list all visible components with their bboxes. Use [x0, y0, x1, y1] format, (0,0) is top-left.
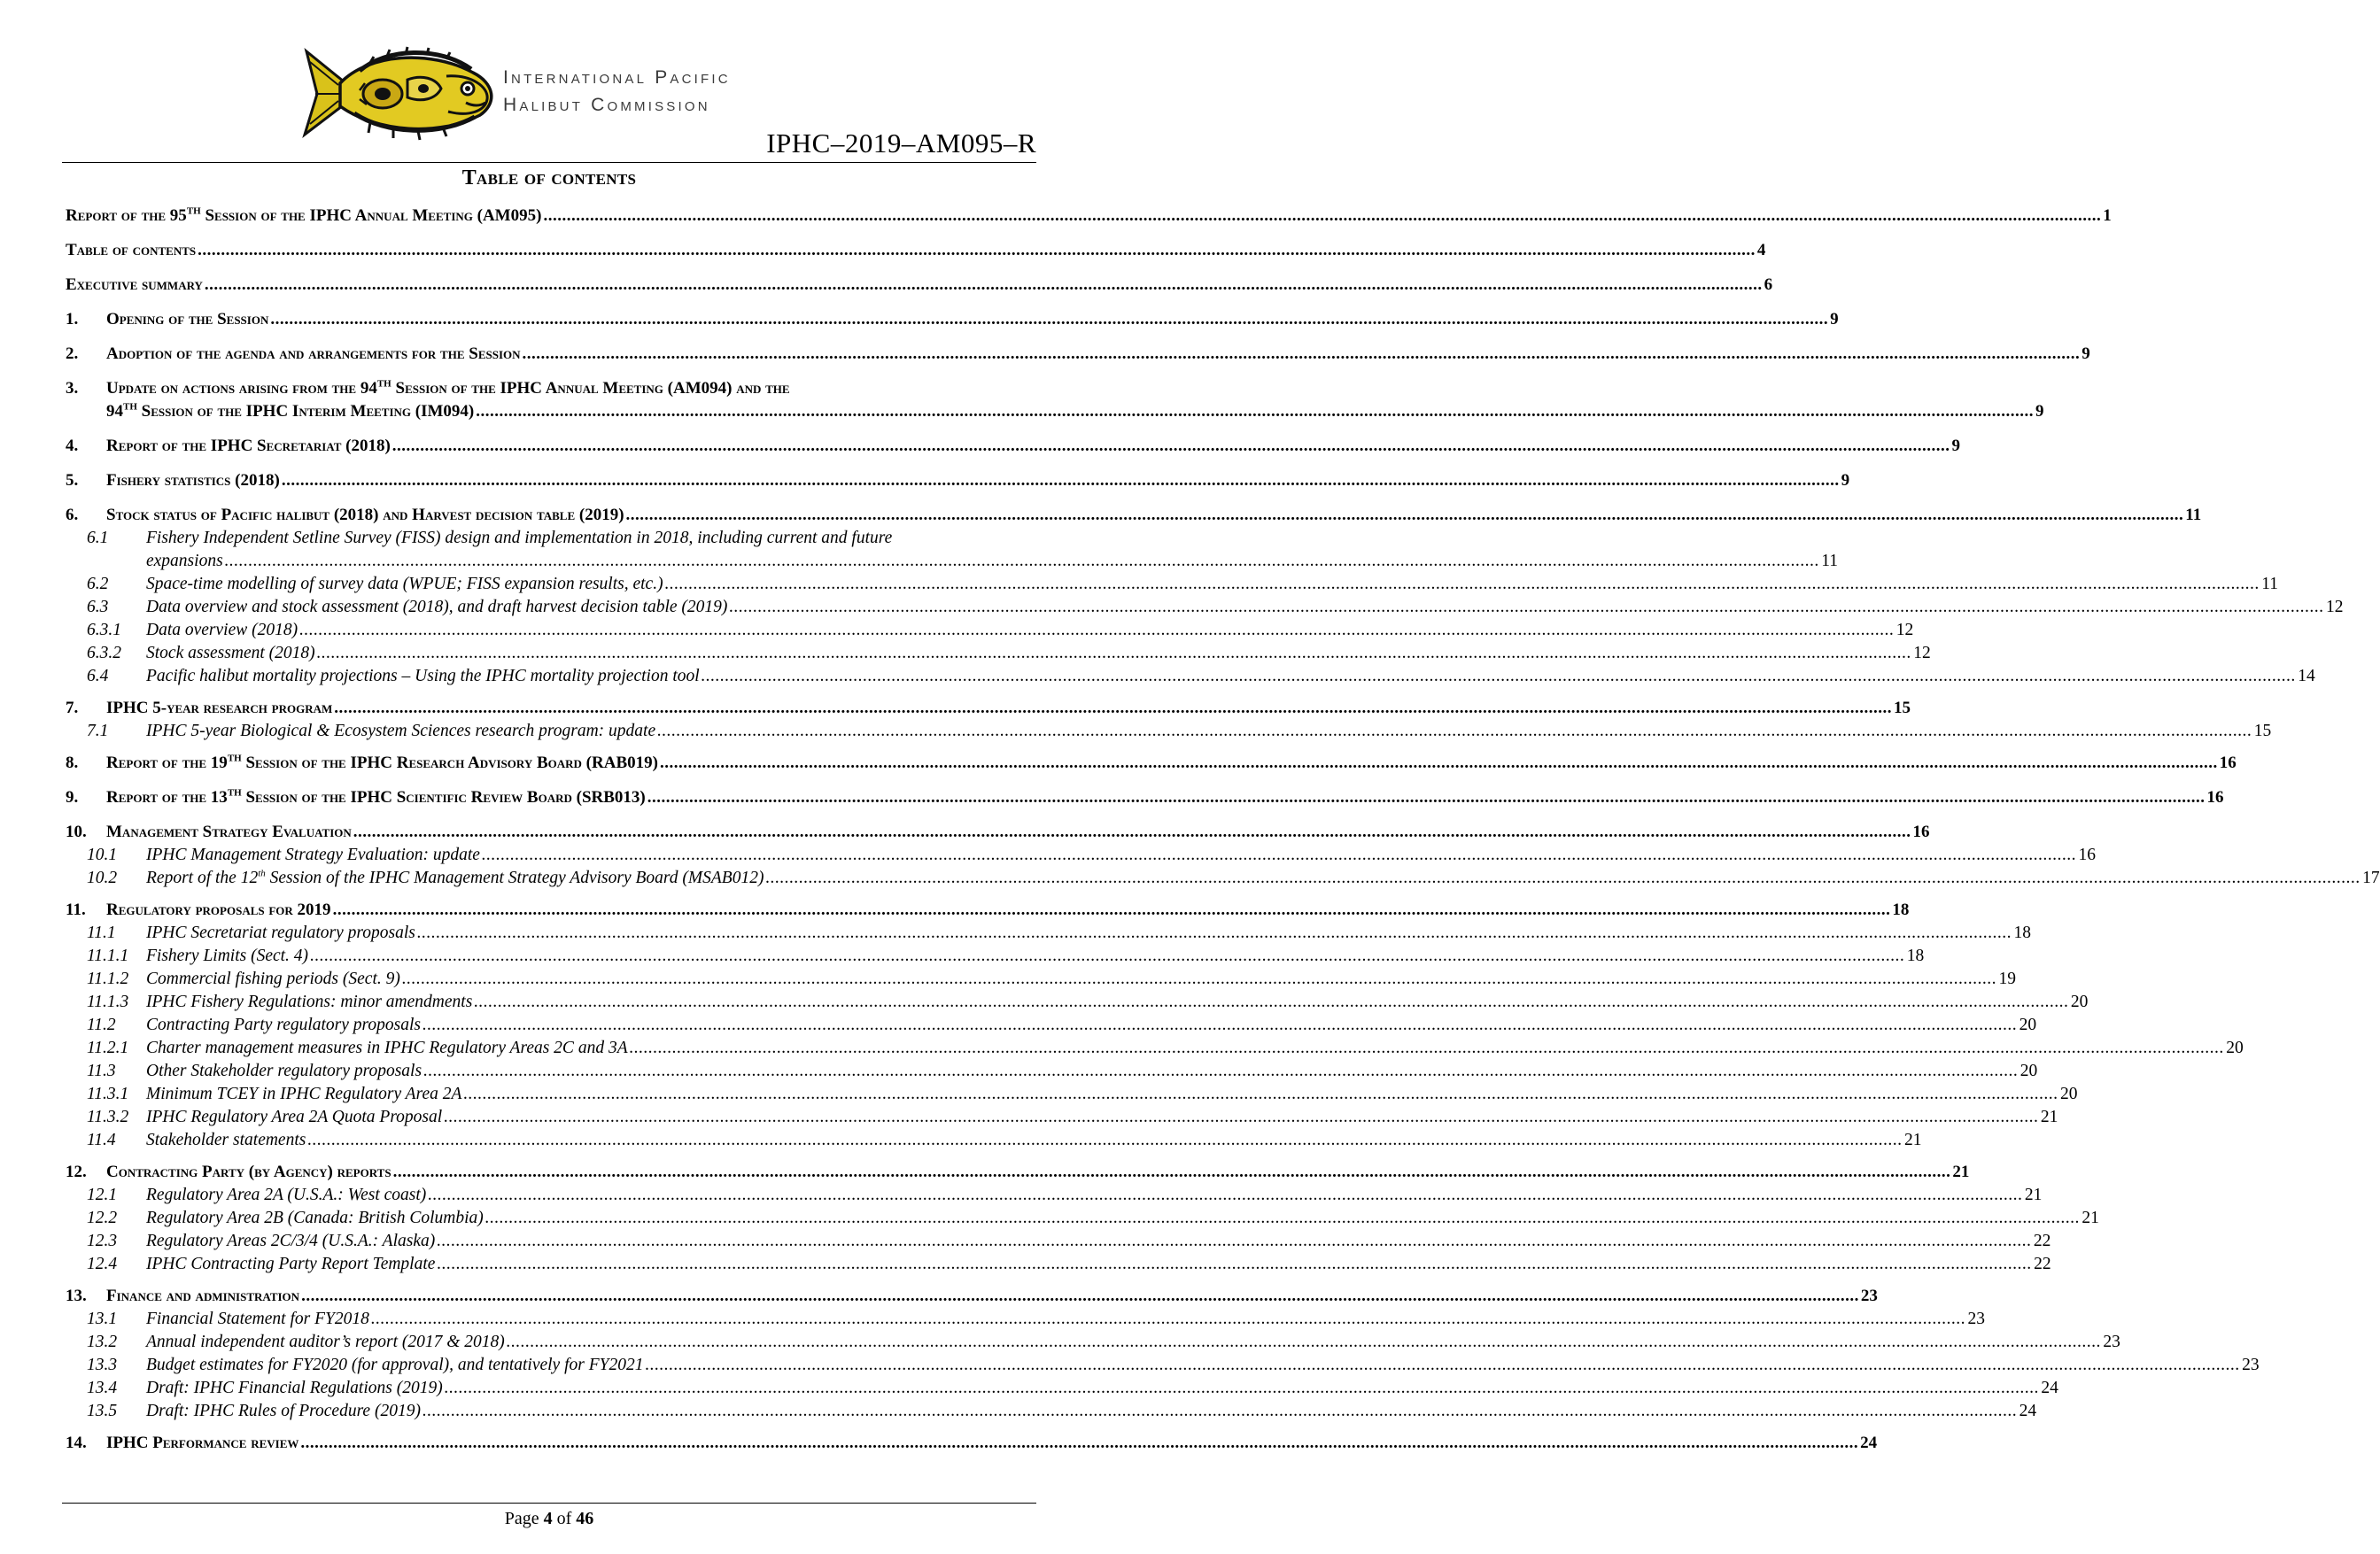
toc-entry-number: 11.1.3 [87, 993, 129, 1011]
toc-entry-11-1-3[interactable] [66, 991, 2089, 1014]
toc-superscript: TH [376, 378, 391, 390]
toc-page-number: 20 [2020, 1062, 2038, 1080]
toc-entry-13-2[interactable] [66, 1331, 2120, 1354]
toc-entry-number: 12.4 [87, 1255, 118, 1273]
toc-entry-number: 11.3 [87, 1062, 116, 1080]
leader-dots [702, 665, 2297, 688]
leader-dots [485, 1207, 2081, 1230]
toc-entry-text: Draft: IPHC Rules of Procedure (2019) [146, 1402, 421, 1420]
toc-entry-text: Report of the IPHC Secretariat (2018) [106, 437, 391, 455]
toc-entry-number: 12.3 [87, 1232, 118, 1250]
toc-entry-text: IPHC Performance review [106, 1434, 299, 1452]
toc-page-number: 21 [2024, 1186, 2043, 1204]
toc-entry-text: IPHC Secretariat regulatory proposals [146, 924, 415, 942]
toc-entry-10[interactable] [66, 821, 1930, 844]
leader-dots [482, 844, 2077, 867]
leader-dots [423, 1060, 2019, 1083]
toc-page-number: 4 [1756, 241, 1766, 259]
total-page-count: 46 [576, 1509, 594, 1528]
toc-page-number: 16 [2219, 754, 2237, 772]
toc-entry-text: Table of contents [66, 241, 197, 259]
toc-entry-number: 10.1 [87, 846, 118, 864]
toc-entry-text: Minimum TCEY in IPHC Regulatory Area 2A [146, 1085, 462, 1103]
toc-page-number: 12 [1895, 621, 1914, 639]
leader-dots [507, 1331, 2102, 1354]
leader-dots [626, 504, 2184, 527]
toc-entry-executive-summary[interactable] [66, 274, 1773, 297]
toc-entry-13-3[interactable] [66, 1354, 2260, 1377]
toc-page-number: 18 [1892, 901, 1910, 919]
leader-dots [333, 899, 1891, 922]
toc-entry-text: IPHC Fishery Regulations: minor amendments [146, 993, 473, 1011]
toc-entry-number: 10.2 [87, 869, 118, 887]
toc-entry-text: Space-time modelling of survey data (WPUE; FISS expansion results, etc.) [146, 575, 663, 593]
toc-entry-text: Adoption of the agenda and arrangements for the Session [106, 344, 521, 363]
toc-entry-text-line1: Fishery Independent Setline Survey (FISS) design and implementation in 2018, including current and future [146, 529, 893, 547]
toc-entry-report[interactable] [66, 205, 2112, 228]
leader-dots [523, 343, 2081, 366]
leader-dots [765, 867, 2361, 890]
toc-entry-number: 11.2.1 [87, 1039, 129, 1057]
leader-dots [474, 991, 2069, 1014]
toc-entry-text: Other Stakeholder regulatory proposals [146, 1062, 423, 1080]
toc-page-number: 24 [2019, 1402, 2037, 1420]
leader-dots [428, 1184, 2023, 1207]
toc-entry-text: Contracting Party (by Agency) reports [106, 1163, 391, 1181]
leader-dots [307, 1129, 1903, 1152]
leader-dots [665, 573, 2260, 596]
toc-entry-text: IPHC 5-year Biological & Ecosystem Sciences research program: update [146, 722, 656, 740]
toc-entry-text: Data overview (2018) [146, 621, 298, 639]
leader-dots [476, 400, 2034, 423]
leader-dots [301, 1285, 1859, 1308]
toc-entry-number: 4. [66, 437, 79, 455]
leader-dots [371, 1308, 1966, 1331]
toc-text-part: Session of the IPHC Scientific Review Board (SRB013) [241, 788, 646, 807]
toc-page-number: 21 [1952, 1163, 1970, 1181]
toc-entry-11-3[interactable] [66, 1060, 2038, 1083]
toc-entry-text: Management Strategy Evaluation [106, 823, 352, 841]
toc-entry-text: IPHC 5-year research program [106, 699, 333, 717]
toc-page-number: 18 [1906, 947, 1925, 965]
toc-text-part: Report of the 13 [106, 788, 228, 807]
toc-entry-number: 3. [66, 379, 79, 398]
toc-entry-number: 11.1.1 [87, 947, 129, 965]
toc-entry-text: Financial Statement for FY2018 [146, 1310, 369, 1328]
toc-entry-number: 12.2 [87, 1209, 118, 1227]
toc-page-number: 16 [1912, 823, 1930, 841]
toc-title: Table of contents [461, 166, 637, 189]
toc-page-number: 22 [2033, 1232, 2051, 1250]
toc-entry-number: 7.1 [87, 722, 109, 740]
toc-entry-number: 2. [66, 344, 79, 363]
toc-entry-number: 11.1 [87, 924, 116, 942]
toc-entry-text: Stock status of Pacific halibut (2018) and Harvest decision table (2019) [106, 506, 624, 524]
toc-entry-12-4[interactable] [66, 1253, 2051, 1276]
toc-entry-number: 11.4 [87, 1131, 116, 1149]
toc-page-number: 24 [1860, 1434, 1878, 1452]
toc-text-part: Report of the 19 [106, 754, 228, 772]
toc-entry-number: 8. [66, 754, 79, 772]
toc-entry-text: Regulatory Area 2B (Canada: British Columbia) [146, 1209, 484, 1227]
toc-entry-1[interactable] [66, 308, 1839, 331]
toc-entry-number: 13.1 [87, 1310, 118, 1328]
toc-entry-text: Data overview and stock assessment (2018), and draft harvest decision table (2019) [146, 598, 728, 616]
toc-entry-text: Stock assessment (2018) [146, 644, 315, 662]
toc-entry-number: 11.3.2 [87, 1108, 129, 1126]
toc-entry-text [106, 786, 646, 809]
toc-page-number: 6 [1764, 275, 1773, 294]
leader-dots [445, 1377, 2040, 1400]
toc-entry-text: Fishery Limits (Sect. 4) [146, 947, 309, 965]
leader-dots [393, 1161, 1951, 1184]
toc-page-number: 16 [2078, 846, 2097, 864]
toc-superscript: TH [186, 205, 201, 217]
toc-page-number: 23 [1860, 1287, 1878, 1305]
toc-entry-number: 13.4 [87, 1379, 118, 1397]
toc-page-number: 23 [2242, 1356, 2260, 1374]
toc-page-number: 21 [1903, 1131, 1922, 1149]
leader-dots [353, 821, 1911, 844]
toc-page-number: 14 [2298, 667, 2315, 685]
footer-prefix: Page [504, 1509, 544, 1528]
leader-dots [310, 945, 1905, 968]
toc-page-number: 11 [2185, 506, 2202, 524]
toc-entry-number: 11.2 [87, 1016, 116, 1034]
footer-rule [62, 1503, 1036, 1504]
leader-dots [270, 308, 1828, 331]
leader-dots [729, 596, 2324, 619]
document-id: IPHC–2019–AM095–R [766, 128, 1036, 158]
toc-entry-text: Charter management measures in IPHC Regulatory Areas 2C and 3A [146, 1039, 628, 1057]
toc-entry-number: 13.5 [87, 1402, 118, 1420]
organization-name [503, 64, 731, 119]
toc-entry-text: Pacific halibut mortality projections – Using the IPHC mortality projection tool [146, 667, 700, 685]
toc-entry-text: Finance and administration [106, 1287, 300, 1305]
toc-entry-5[interactable] [66, 469, 1850, 492]
toc-page-number: 12 [1913, 644, 1931, 662]
toc-entry-text-line2: expansions [146, 552, 223, 570]
toc-entry-number: 6.1 [87, 529, 109, 547]
toc-entry-number: 11.1.2 [87, 970, 129, 988]
leader-dots [423, 1014, 2018, 1037]
page-footer [0, 1509, 1098, 1529]
toc-entry-11-2-1[interactable] [66, 1037, 2244, 1060]
toc-entry-text [66, 205, 541, 228]
toc-entry-text-line2 [106, 400, 474, 423]
toc-entry-number: 12. [66, 1163, 87, 1181]
toc-entry-number: 12.1 [87, 1186, 118, 1204]
toc-entry-table-of-contents[interactable] [66, 239, 1766, 262]
leader-dots [299, 619, 1895, 642]
toc-entry-14[interactable] [66, 1432, 1878, 1455]
toc-entry-11-1-2[interactable] [66, 968, 2016, 991]
toc-page-number: 9 [1830, 310, 1839, 329]
toc-entry-3[interactable] [66, 377, 2044, 423]
toc-entry-text: Commercial fishing periods (Sect. 9) [146, 970, 400, 988]
toc-entry-text: Budget estimates for FY2020 (for approval), and tentatively for FY2021 [146, 1356, 644, 1374]
toc-text-part: Report of the 95 [66, 206, 187, 225]
table-of-contents [66, 205, 2380, 1455]
header-rule [62, 162, 1036, 163]
toc-entry-12-1[interactable] [66, 1184, 2043, 1207]
toc-entry-11-4[interactable] [66, 1129, 1922, 1152]
leader-dots [444, 1106, 2039, 1129]
toc-text-part: Session of the IPHC Annual Meeting (AM094) and the [391, 379, 790, 398]
toc-page-number: 11 [1821, 552, 1839, 570]
leader-dots [225, 550, 1820, 573]
toc-entry-number: 13. [66, 1287, 87, 1305]
toc-page-number: 20 [2019, 1016, 2037, 1034]
toc-entry-12-2[interactable] [66, 1207, 2099, 1230]
toc-entry-number: 6.2 [87, 575, 109, 593]
toc-entry-number: 6. [66, 506, 79, 524]
toc-text-part: Session of the IPHC Annual Meeting (AM095) [200, 206, 542, 225]
toc-entry-number: 9. [66, 788, 79, 807]
leader-dots [543, 205, 2101, 228]
toc-superscript: TH [123, 401, 137, 413]
toc-entry-number: 1. [66, 310, 79, 329]
toc-text-part: Session of the IPHC Research Advisory Board (RAB019) [241, 754, 658, 772]
leader-dots [282, 469, 1840, 492]
toc-entry-number: 10. [66, 823, 87, 841]
leader-dots [402, 968, 1997, 991]
toc-page-number: 9 [2035, 402, 2044, 421]
toc-page-number: 20 [2070, 993, 2089, 1011]
toc-entry-text: Regulatory Area 2A (U.S.A.: West coast) [146, 1186, 427, 1204]
toc-entry-number: 11.3.1 [87, 1085, 129, 1103]
toc-page-number: 21 [2082, 1209, 2099, 1227]
toc-entry-7[interactable] [66, 697, 1911, 720]
toc-entry-number: 6.4 [87, 667, 109, 685]
leader-dots [205, 274, 1763, 297]
toc-entry-number: 6.3.1 [87, 621, 121, 639]
current-page-number: 4 [543, 1509, 553, 1528]
toc-page-number: 9 [1951, 437, 1961, 455]
toc-entry-6-3-2[interactable] [66, 642, 1931, 665]
leader-dots [645, 1354, 2240, 1377]
toc-page-number: 15 [1894, 699, 1911, 717]
toc-entry-11-1[interactable] [66, 922, 2031, 945]
toc-page-number: 1 [2103, 206, 2112, 225]
leader-dots [392, 435, 1950, 458]
toc-entry-9[interactable] [66, 786, 2224, 809]
toc-entry-2[interactable] [66, 343, 2090, 366]
toc-text-part: Update on actions arising from the 94 [106, 379, 377, 398]
toc-entry-13-5[interactable] [66, 1400, 2037, 1423]
toc-entry-text: Fishery statistics (2018) [106, 471, 280, 490]
toc-entry-13-1[interactable] [66, 1308, 1985, 1331]
leader-dots [423, 1400, 2018, 1423]
toc-entry-text: IPHC Management Strategy Evaluation: update [146, 846, 480, 864]
toc-text-part: Report of the 12 [146, 869, 259, 887]
leader-dots [630, 1037, 2225, 1060]
toc-entry-number: 13.2 [87, 1333, 118, 1351]
toc-text-part: 94 [106, 402, 123, 421]
toc-page-number: 20 [2060, 1085, 2078, 1103]
leader-dots [437, 1253, 2032, 1276]
toc-page-number: 12 [2326, 598, 2344, 616]
toc-entry-13-4[interactable] [66, 1377, 2058, 1400]
toc-page-number: 9 [1841, 471, 1850, 490]
toc-page-number: 22 [2034, 1255, 2051, 1273]
leader-dots [334, 697, 1892, 720]
iphc-logo [298, 44, 829, 142]
halibut-fish-icon [298, 44, 501, 142]
toc-entry-6-2[interactable] [66, 573, 2278, 596]
toc-entry-text: Regulatory Areas 2C/3/4 (U.S.A.: Alaska) [146, 1232, 436, 1250]
toc-page-number: 23 [2103, 1333, 2120, 1351]
toc-entry-text-line1 [106, 377, 790, 400]
leader-dots [317, 642, 1912, 665]
toc-page-number: 24 [2041, 1379, 2058, 1397]
toc-entry-number: 6.3 [87, 598, 109, 616]
organization-name-line2: Halibut Commission [503, 95, 710, 115]
toc-entry-text: Draft: IPHC Financial Regulations (2019) [146, 1379, 443, 1397]
toc-page-number: 17 [2362, 869, 2380, 887]
toc-text-part: Session of the IPHC Management Strategy Advisory Board (MSAB012) [265, 869, 764, 887]
toc-entry-11-1-1[interactable] [66, 945, 1925, 968]
toc-entry-text: Executive summary [66, 275, 203, 294]
toc-entry-text: Annual independent auditor’s report (2017 & 2018) [146, 1333, 505, 1351]
leader-dots [657, 720, 2252, 743]
leader-dots [417, 922, 2012, 945]
toc-superscript: TH [227, 787, 242, 799]
toc-text-part: Session of the IPHC Interim Meeting (IM094) [136, 402, 475, 421]
organization-name-line1: International Pacific [503, 67, 731, 88]
toc-page-number: 20 [2226, 1039, 2244, 1057]
toc-entry-number: 14. [66, 1434, 87, 1452]
leader-dots [647, 786, 2206, 809]
toc-superscript: TH [227, 753, 242, 764]
toc-entry-6-4[interactable] [66, 665, 2315, 688]
toc-page-number: 11 [2261, 575, 2278, 593]
toc-page-number: 18 [2013, 924, 2031, 942]
leader-dots [300, 1432, 1858, 1455]
toc-entry-text: Contracting Party regulatory proposals [146, 1016, 422, 1034]
toc-entry-8[interactable] [66, 752, 2237, 775]
toc-page-number: 15 [2253, 722, 2272, 740]
toc-entry-11-2[interactable] [66, 1014, 2037, 1037]
toc-entry-number: 13.3 [87, 1356, 118, 1374]
toc-entry-text: Stakeholder statements [146, 1131, 306, 1149]
toc-page-number: 19 [1998, 970, 2016, 988]
toc-entry-13[interactable] [66, 1285, 1878, 1308]
leader-dots [463, 1083, 2058, 1106]
toc-entry-text: Regulatory proposals for 2019 [106, 901, 331, 919]
toc-entry-number: 5. [66, 471, 79, 490]
toc-page-number: 9 [2082, 344, 2090, 363]
toc-entry-text [146, 867, 764, 890]
toc-entry-7-1[interactable] [66, 720, 2272, 743]
toc-superscript: th [258, 868, 266, 879]
toc-page-number: 23 [1967, 1310, 1985, 1328]
toc-entry-12[interactable] [66, 1161, 1970, 1184]
toc-entry-6-3[interactable] [66, 596, 2344, 619]
toc-entry-12-3[interactable] [66, 1230, 2051, 1253]
toc-entry-number: 7. [66, 699, 79, 717]
toc-entry-number: 11. [66, 901, 86, 919]
leader-dots [198, 239, 1756, 262]
toc-entry-6[interactable] [66, 504, 2202, 527]
toc-page-number: 21 [2040, 1108, 2058, 1126]
toc-page-number: 16 [2206, 788, 2224, 807]
toc-entry-11[interactable] [66, 899, 1910, 922]
toc-entry-text: Opening of the Session [106, 310, 269, 329]
footer-middle: of [552, 1509, 577, 1528]
toc-entry-6-3-1[interactable] [66, 619, 1914, 642]
toc-entry-10-1[interactable] [66, 844, 2097, 867]
toc-entry-4[interactable] [66, 435, 1961, 458]
toc-entry-number: 6.3.2 [87, 644, 121, 662]
leader-dots [660, 752, 2218, 775]
toc-entry-10-2[interactable] [66, 867, 2380, 890]
toc-entry-11-3-2[interactable] [66, 1106, 2058, 1129]
toc-entry-6-1[interactable] [66, 527, 1839, 573]
toc-entry-text: IPHC Regulatory Area 2A Quota Proposal [146, 1108, 443, 1126]
toc-entry-11-3-1[interactable] [66, 1083, 2078, 1106]
leader-dots [437, 1230, 2032, 1253]
toc-entry-text: IPHC Contracting Party Report Template [146, 1255, 436, 1273]
toc-entry-text [106, 752, 658, 775]
